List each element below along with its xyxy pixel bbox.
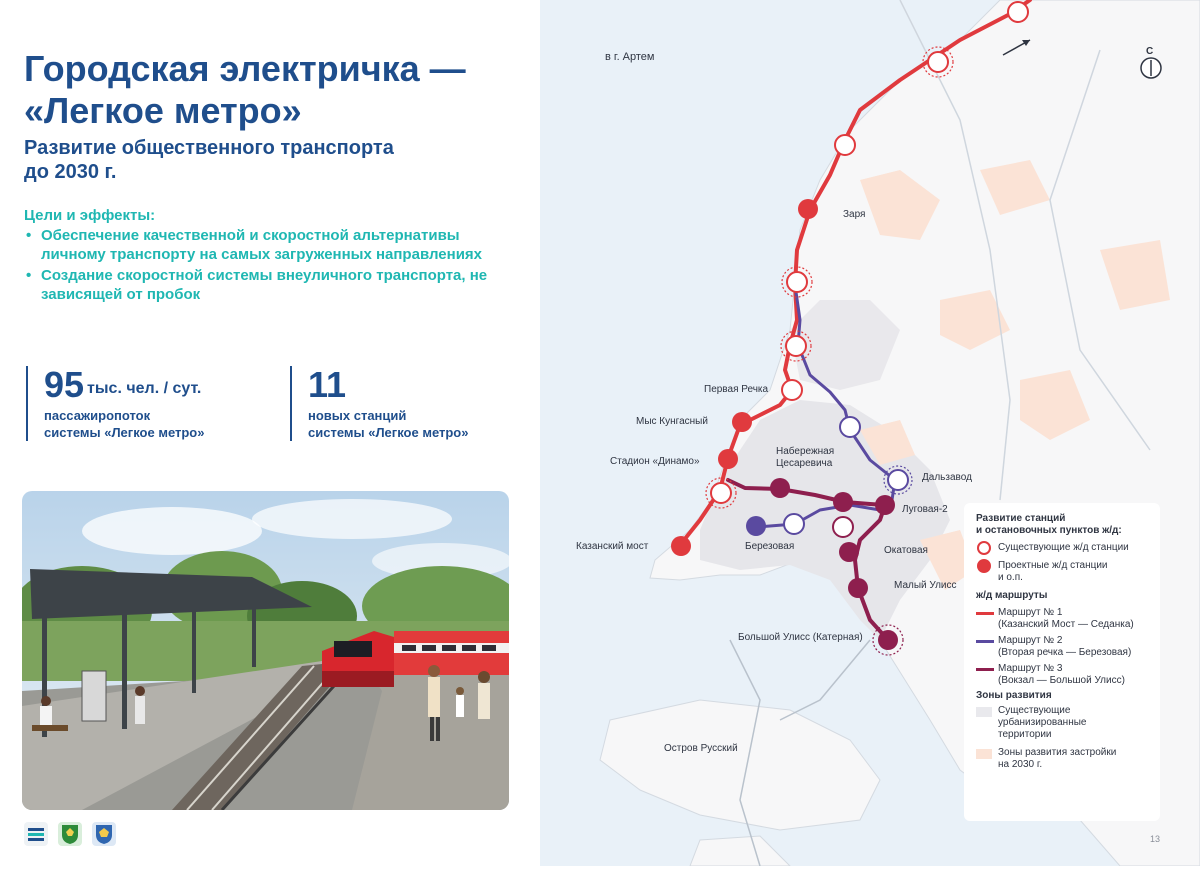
stat-number: 11 <box>308 364 347 405</box>
north-compass-icon <box>1141 58 1161 78</box>
legend-existing-label: Существующие ж/д станции <box>998 542 1129 553</box>
legend-zones-title: Зоны развития <box>976 690 1052 701</box>
stat-unit: тыс. чел. / сут. <box>87 380 202 397</box>
route-2-swatch <box>976 639 994 645</box>
city-emblem-icon <box>58 822 82 846</box>
stat-label-line: системы «Легкое метро» <box>308 425 469 440</box>
station-label-zarya[interactable]: Заря <box>843 209 866 220</box>
station-label-berezovaya[interactable]: Березовая <box>745 541 795 552</box>
direction-label: в г. Артем <box>605 51 655 63</box>
station-label-mys-kungasny[interactable]: Мыс Кунгасный <box>636 416 708 427</box>
station-label-naberezhnaya[interactable] <box>776 446 834 470</box>
goals-heading: Цели и эффекты: <box>24 207 156 224</box>
station-rendering-image <box>22 491 509 810</box>
legend-stations-title <box>976 513 1122 537</box>
legend-zone-development <box>998 747 1116 771</box>
station-existing-route-2[interactable] <box>840 417 860 437</box>
goals-list <box>24 226 524 304</box>
legend-routes-title: ж/д маршруты <box>976 590 1048 601</box>
left-panel <box>0 0 540 866</box>
legend-line: Маршрут № 2 <box>998 635 1063 646</box>
station-project-route-3[interactable] <box>848 578 868 598</box>
station-existing[interactable] <box>1008 2 1028 22</box>
station-project[interactable] <box>732 412 752 432</box>
region-emblem-icon <box>92 822 116 846</box>
route-3-swatch <box>976 667 994 673</box>
station-label-kazansky[interactable]: Казанский мост <box>576 541 649 552</box>
station-existing[interactable] <box>835 135 855 155</box>
legend-line: на 2030 г. <box>998 759 1043 770</box>
legend-line: (Вторая речка — Березовая) <box>998 647 1132 658</box>
development-zone-swatch <box>976 749 992 759</box>
legend-line: Маршрут № 3 <box>998 663 1063 674</box>
station-project-route-2[interactable] <box>746 516 766 536</box>
legend-line: (Казанский Мост — Седанка) <box>998 619 1134 630</box>
page-title <box>24 48 524 132</box>
legend-route-2 <box>998 635 1131 659</box>
station-project-route-3[interactable] <box>833 492 853 512</box>
stat-passenger-flow <box>26 366 204 441</box>
program-logo-icon <box>24 822 48 846</box>
island-label-russky: Остров Русский <box>664 743 738 754</box>
station-label-dalzavod[interactable]: Дальзавод <box>922 472 972 483</box>
station-project-route-3[interactable] <box>770 478 790 498</box>
route-1-swatch <box>976 611 994 617</box>
station-project[interactable] <box>798 199 818 219</box>
stat-label-line: новых станций <box>308 408 407 423</box>
label-line: Цесаревича <box>776 458 833 469</box>
legend-route-1 <box>998 607 1134 631</box>
station-label-stadion[interactable]: Стадион «Динамо» <box>610 456 700 467</box>
stat-label <box>308 407 468 441</box>
subtitle-line-1: Развитие общественного транспорта <box>24 137 394 159</box>
stat-label-line: пассажиропоток <box>44 408 151 423</box>
legend-line: и о.п. <box>998 572 1023 583</box>
stat-label <box>44 407 204 441</box>
subtitle-line-2: до 2030 г. <box>24 161 117 183</box>
title-line-2: «Легкое метро» <box>24 90 302 131</box>
goals-block <box>24 206 524 304</box>
station-project-route-3[interactable] <box>875 495 895 515</box>
station-project[interactable] <box>671 536 691 556</box>
stat-new-stations <box>290 366 468 441</box>
station-existing-route-2[interactable] <box>784 514 804 534</box>
legend-line: Проектные ж/д станции <box>998 560 1108 571</box>
legend-project-label <box>998 560 1108 584</box>
legend-route-3 <box>998 663 1125 687</box>
page-number: 13 <box>1150 834 1161 844</box>
station-label-bolshoy-ulis[interactable]: Большой Улисс (Катерная) <box>738 632 863 643</box>
title-line-1: Городская электричка — <box>24 48 466 89</box>
project-station-icon <box>976 558 992 574</box>
legend-line: Развитие станций <box>976 513 1066 524</box>
legend-line: Зоны развития застройки <box>998 747 1117 758</box>
stat-number: 95 <box>44 364 85 405</box>
station-label-lugovaya[interactable]: Луговая-2 <box>902 504 948 515</box>
station-label-pervaya-rechka[interactable]: Первая Речка <box>704 384 769 395</box>
urban-zone-swatch <box>976 707 992 717</box>
legend-line: Маршрут № 1 <box>998 607 1063 618</box>
station-illustration <box>22 491 509 810</box>
legend-zone-urban <box>998 705 1086 741</box>
stat-label-line: системы «Легкое метро» <box>44 425 205 440</box>
label-line: Набережная <box>776 446 835 457</box>
page-subtitle <box>24 136 494 184</box>
station-label-maly-ulis[interactable]: Малый Улисс <box>894 580 957 591</box>
logos-row <box>24 822 116 846</box>
existing-station-icon <box>976 540 992 556</box>
station-existing-route-3[interactable] <box>833 517 853 537</box>
goal-item: • Обеспечение качественной и скоростной альтернативы личному транспорту на самых загруженных направлениях <box>24 226 524 264</box>
station-label-okatovaya[interactable]: Окатовая <box>884 545 928 556</box>
compass-label: С <box>1146 46 1154 57</box>
map-legend <box>964 503 1160 821</box>
station-existing[interactable] <box>782 380 802 400</box>
station-project-route-3[interactable] <box>839 542 859 562</box>
legend-line: и остановочных пунктов ж/д: <box>976 525 1122 536</box>
legend-line: территории <box>998 729 1052 740</box>
station-project[interactable] <box>718 449 738 469</box>
goal-item: • Создание скоростной системы внеуличного транспорта, не зависящей от пробок <box>24 266 524 304</box>
legend-line: урбанизированные <box>998 717 1087 728</box>
legend-line: (Вокзал — Большой Улисс) <box>998 675 1125 686</box>
legend-line: Существующие <box>998 705 1071 716</box>
